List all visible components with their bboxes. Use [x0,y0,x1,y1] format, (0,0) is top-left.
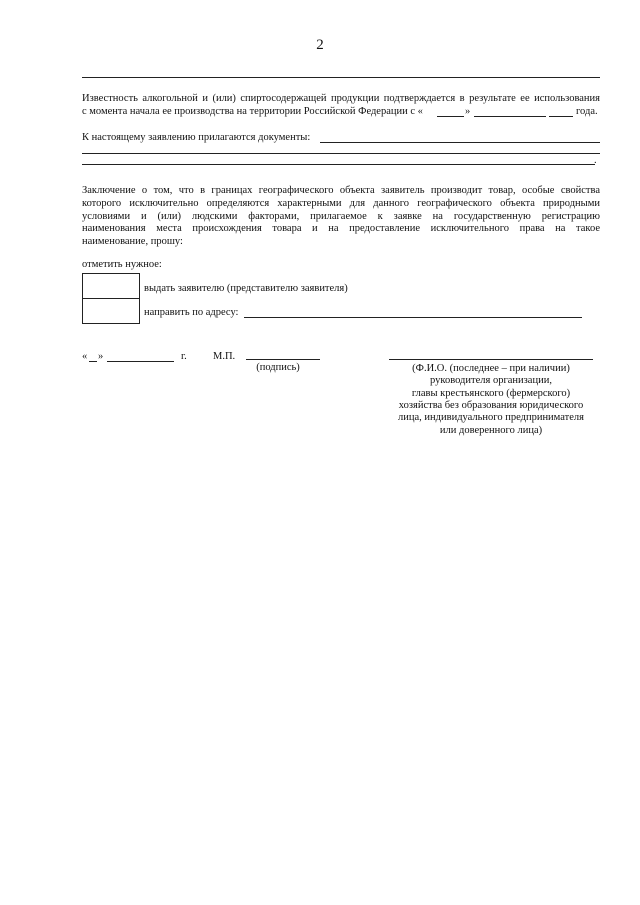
documents-field-1[interactable] [320,142,600,143]
fame-line-2-prefix: с момента начала ее производства на территории Российской Федерации с « [82,106,423,117]
fio-field[interactable] [389,359,593,360]
mark-needed-label: отметить нужное: [82,259,162,270]
documents-end-dot: . [594,155,597,166]
fio-caption-line-2: руководителя организации, [430,375,552,386]
year-suffix: г. [181,351,187,362]
stamp-label: М.П. [213,351,236,362]
conclusion-line-2: которого исключительно определяются характерными для данного географического объекта природными [82,198,600,209]
date-year-field[interactable] [549,116,573,117]
documents-field-2[interactable] [82,153,600,154]
fio-caption-line-4: хозяйства без образования юридического [398,400,584,411]
page-number: 2 [316,37,324,53]
issue-checkbox[interactable] [82,273,140,299]
signature-field[interactable] [246,359,320,360]
send-option-label: направить по адресу: [144,307,239,318]
signature-caption: (подпись) [256,362,300,373]
fame-line-2-mid: » [465,106,471,117]
conclusion-line-3: условиями и (или) людскими факторами, прилагаемое к заявке на государственную регистрацию [82,211,600,222]
fio-caption-line-3: главы крестьянского (фермерского) [411,388,571,399]
date-day-field[interactable] [437,116,464,117]
fio-caption-line-1: (Ф.И.О. (последнее – при наличии) [412,363,570,374]
fio-caption-line-5: лица, индивидуального предпринимателя [398,412,584,423]
fio-caption-line-6: или доверенного лица) [439,425,543,436]
documents-field-3[interactable] [82,164,595,165]
date-close-quote: » [98,351,104,362]
date-open-quote: « [82,351,88,362]
top-separator-line [82,77,600,78]
fame-line-2-suffix: года. [576,106,598,117]
send-checkbox[interactable] [82,298,140,324]
signature-day-field[interactable] [89,361,97,362]
conclusion-line-1: Заключение о том, что в границах географического объекта заявитель производит товар, особые свойства [82,185,600,196]
fame-line-1: Известность алкогольной и (или) спиртосодержащей продукции подтверждается в результате ее использования [82,93,600,104]
conclusion-line-4: наименования места происхождения товара и на предоставление исключительного права на такое [82,223,600,234]
date-month-field[interactable] [474,116,546,117]
issue-option-label: выдать заявителю (представителю заявителя) [144,283,348,294]
conclusion-line-5: наименование, прошу: [82,236,183,247]
signature-month-field[interactable] [107,361,174,362]
address-field[interactable] [244,317,582,318]
documents-label: К настоящему заявлению прилагаются документы: [82,132,311,143]
